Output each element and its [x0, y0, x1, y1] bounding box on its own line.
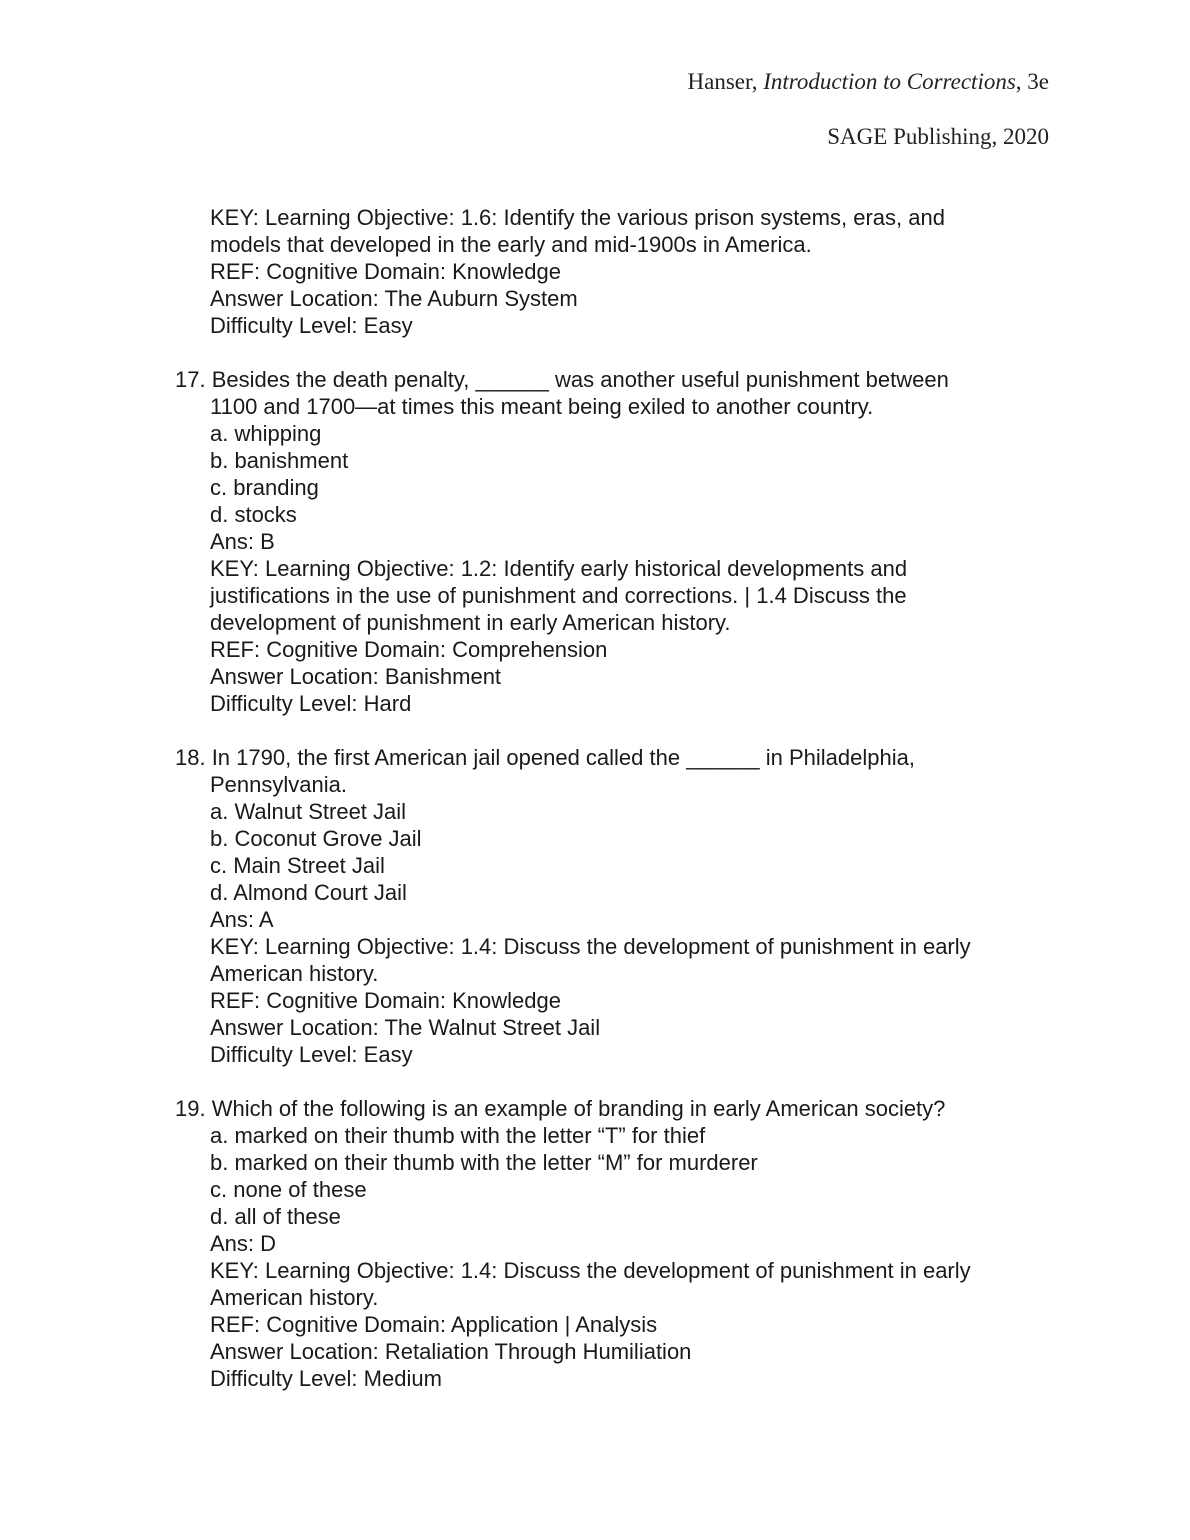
option-d: d. Almond Court Jail	[210, 880, 407, 905]
question-stem-continued: Pennsylvania.	[210, 772, 347, 797]
carryover-metadata	[175, 204, 1055, 339]
key-line: justifications in the use of punishment and corrections. | 1.4 Discuss the	[210, 583, 907, 608]
difficulty-line: Difficulty Level: Easy	[210, 1042, 413, 1067]
ref-line: REF: Cognitive Domain: Application | Analysis	[210, 1312, 658, 1337]
ref-line: REF: Cognitive Domain: Knowledge	[210, 259, 561, 284]
header-author: Hanser,	[687, 69, 758, 94]
answer-location-line: Answer Location: Retaliation Through Humiliation	[210, 1339, 692, 1364]
option-a: a. Walnut Street Jail	[210, 799, 407, 824]
answer-line: Ans: B	[210, 529, 275, 554]
answer-location-line: Answer Location: The Auburn System	[210, 286, 578, 311]
option-d: d. stocks	[210, 502, 297, 527]
option-c: c. branding	[210, 475, 319, 500]
key-line: KEY: Learning Objective: 1.6: Identify the various prison systems, eras, and	[210, 205, 945, 230]
key-line: KEY: Learning Objective: 1.4: Discuss the development of punishment in early	[210, 934, 971, 959]
key-line: American history.	[210, 1285, 379, 1310]
question-18	[175, 744, 1055, 1068]
question-details	[175, 771, 1055, 1068]
question-19	[175, 1095, 1055, 1392]
question-17	[175, 366, 1055, 717]
question-stem: 19. Which of the following is an example of branding in early American society?	[175, 1096, 946, 1121]
ref-line: REF: Cognitive Domain: Knowledge	[210, 988, 561, 1013]
option-b: b. Coconut Grove Jail	[210, 826, 422, 851]
ref-line: REF: Cognitive Domain: Comprehension	[210, 637, 608, 662]
document-body	[175, 204, 1055, 1392]
option-a: a. marked on their thumb with the letter “T” for thief	[210, 1123, 706, 1148]
option-a: a. whipping	[210, 421, 322, 446]
header-edition: , 3e	[1015, 69, 1049, 94]
answer-line: Ans: A	[210, 907, 274, 932]
difficulty-line: Difficulty Level: Easy	[210, 313, 413, 338]
key-line: American history.	[210, 961, 379, 986]
running-header	[688, 68, 1050, 150]
option-c: c. none of these	[210, 1177, 367, 1202]
key-line: KEY: Learning Objective: 1.4: Discuss the development of punishment in early	[210, 1258, 971, 1283]
answer-location-line: Answer Location: Banishment	[210, 664, 502, 689]
option-b: b. marked on their thumb with the letter “M” for murderer	[210, 1150, 758, 1175]
answer-location-line: Answer Location: The Walnut Street Jail	[210, 1015, 601, 1040]
option-c: c. Main Street Jail	[210, 853, 385, 878]
question-details	[175, 1122, 1055, 1392]
difficulty-line: Difficulty Level: Medium	[210, 1366, 442, 1391]
key-line: development of punishment in early American history.	[210, 610, 731, 635]
question-details	[175, 393, 1055, 717]
header-book-title: Introduction to Corrections	[763, 69, 1016, 94]
answer-line: Ans: D	[210, 1231, 277, 1256]
option-b: b. banishment	[210, 448, 349, 473]
question-stem: 17. Besides the death penalty, ______ was another useful punishment between	[175, 367, 949, 392]
difficulty-line: Difficulty Level: Hard	[210, 691, 412, 716]
header-citation	[688, 68, 1050, 95]
question-stem: 18. In 1790, the first American jail opened called the ______ in Philadelphia,	[175, 745, 915, 770]
header-publisher: SAGE Publishing, 2020	[827, 124, 1049, 149]
key-line: KEY: Learning Objective: 1.2: Identify early historical developments and	[210, 556, 908, 581]
option-d: d. all of these	[210, 1204, 341, 1229]
key-line: models that developed in the early and mid-1900s in America.	[210, 232, 812, 257]
question-stem-continued: 1100 and 1700—at times this meant being exiled to another country.	[210, 394, 874, 419]
